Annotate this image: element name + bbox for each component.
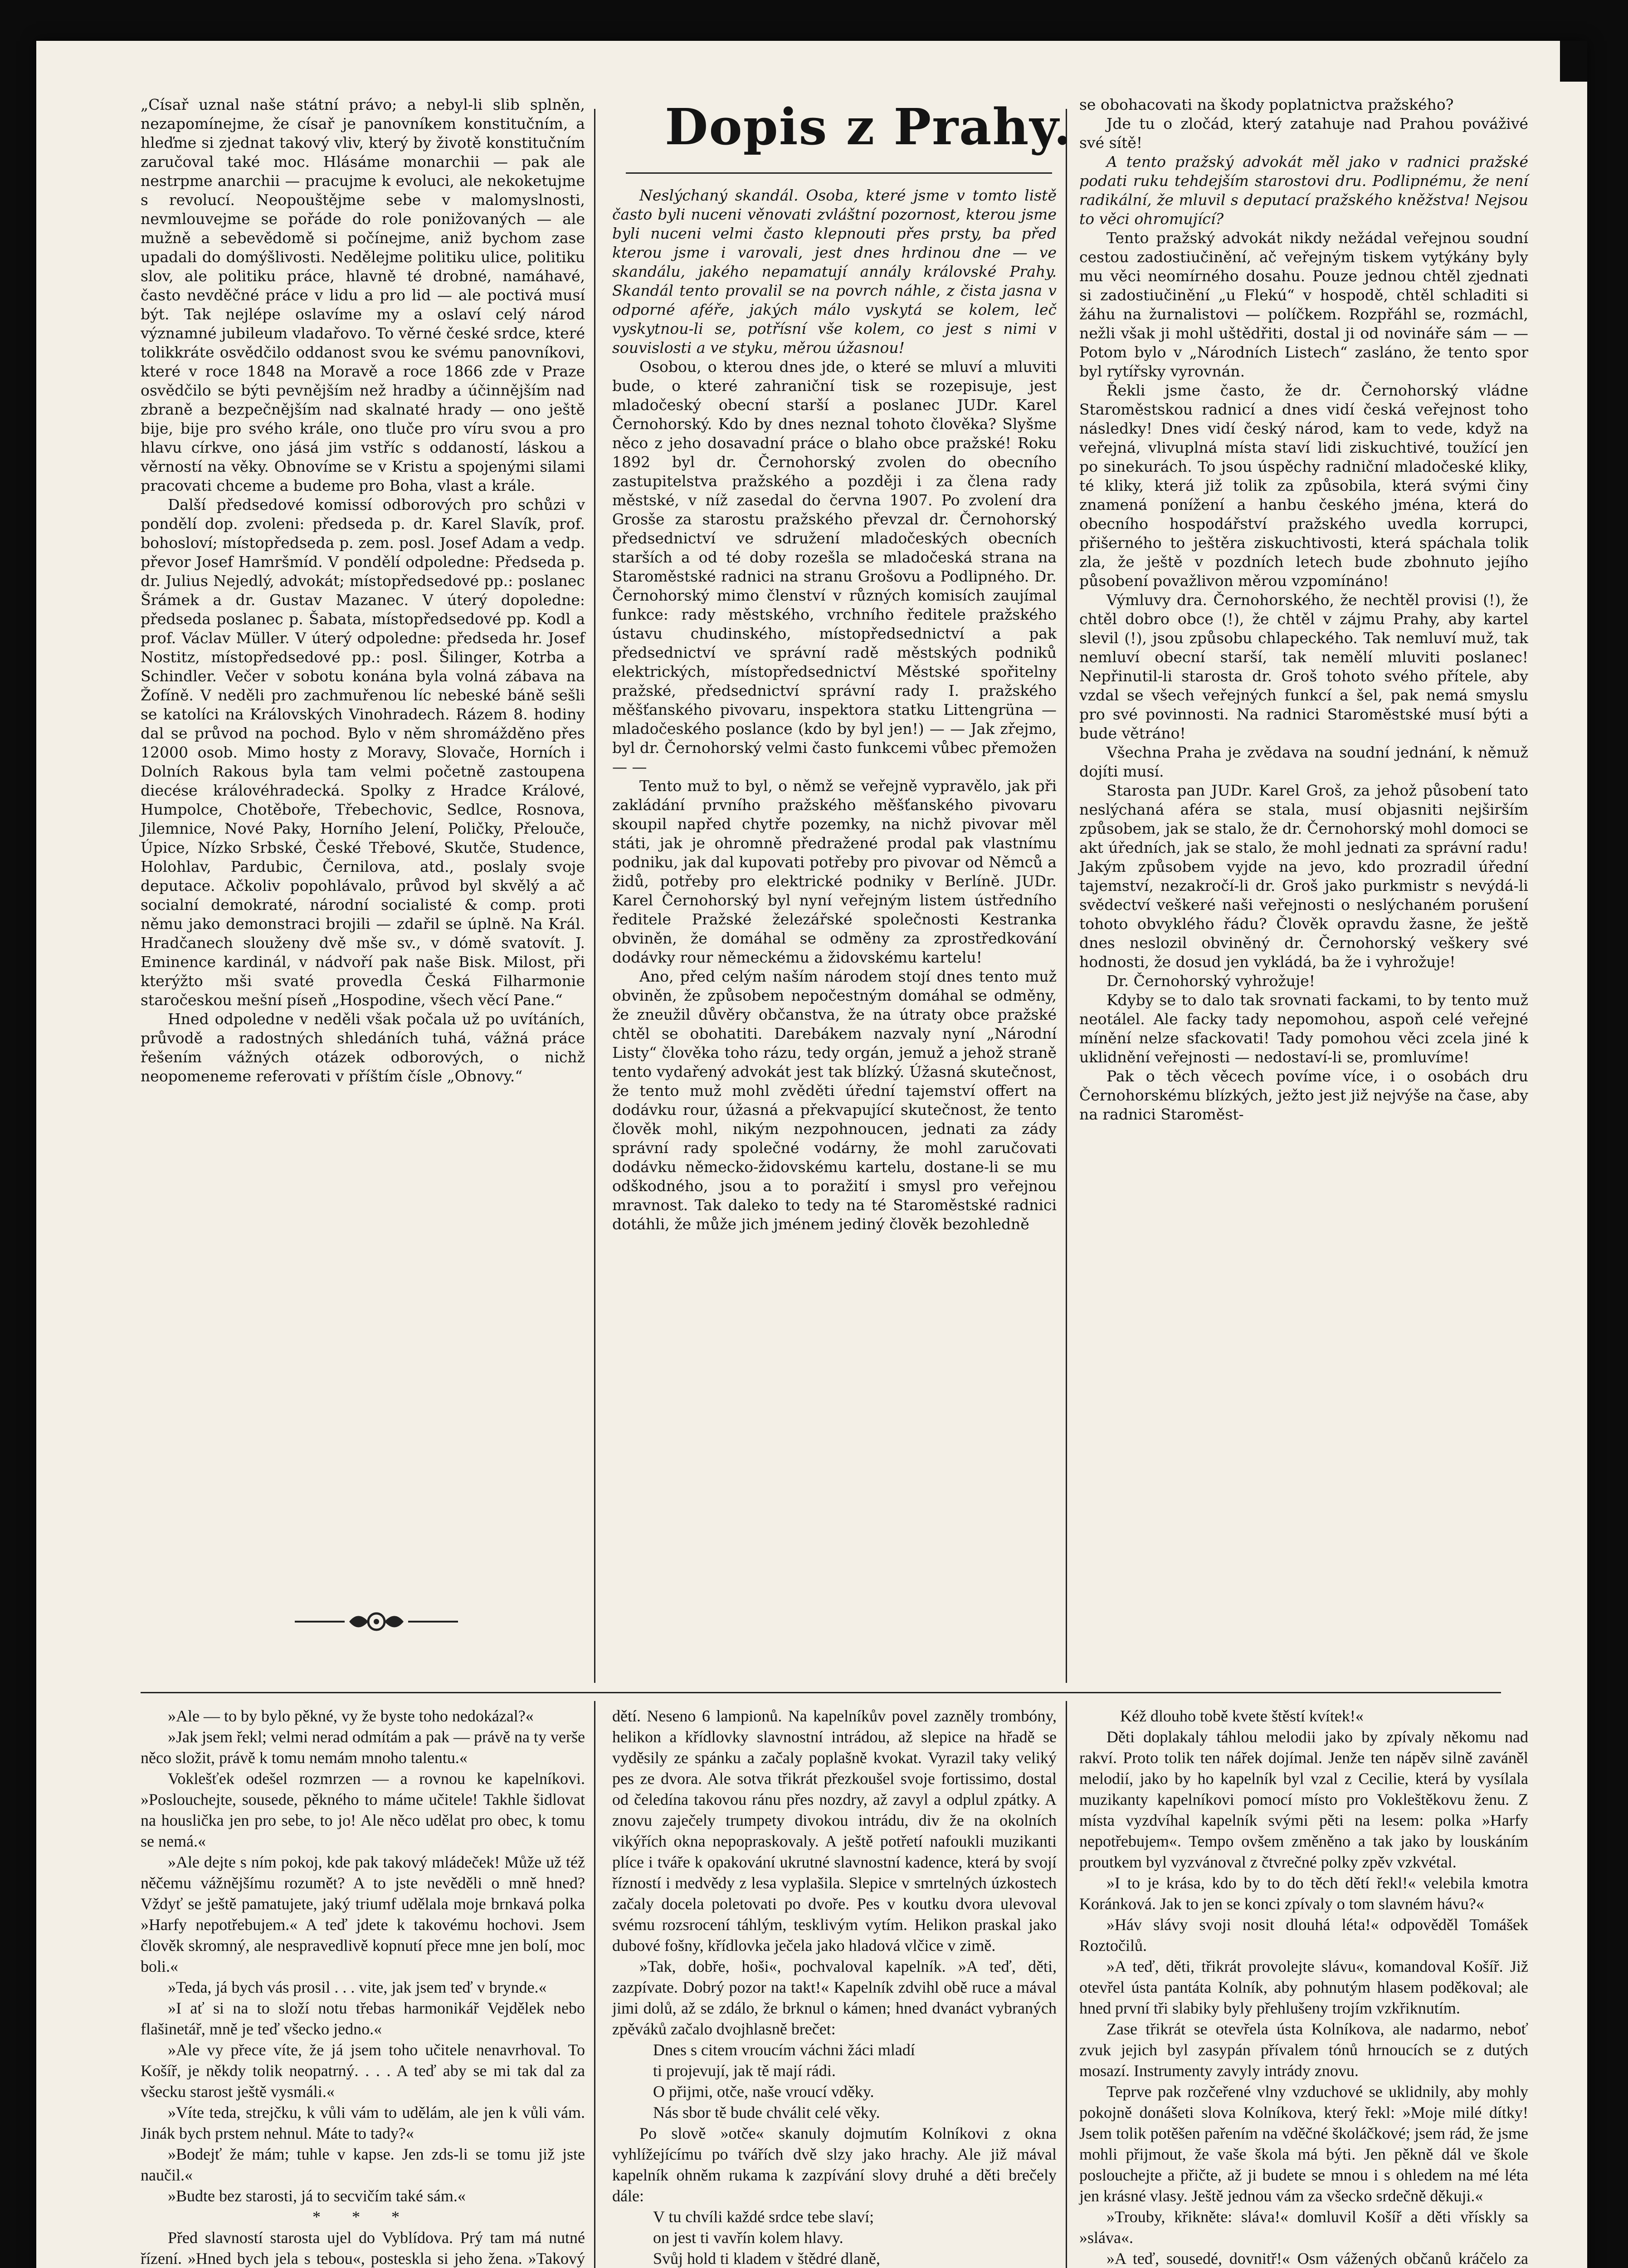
- paragraph: Před slavností starosta ujel do Vyblídova. Prý tam má nutné řízení. »Hned bych jela s tebou«, posteskla si jeho žena. »Takový: [141, 2229, 585, 2268]
- paragraph: »Ale dejte s ním pokoj, kde pak takový mládeček! Může už též něčemu vážnějšímu rozumět? A to jste nevěděli o mně hned? Vždyť se ještě pamatujete, jaký triumf udělala moje brnkavá polka »Harfy nepotřebujem.« A teď jdete k takovému hochovi. Jsem člověk skromný, ale nespravedlivě kopnutí přece mne jen bolí, moc boli.«: [141, 1853, 585, 1975]
- paragraph: Tento muž to byl, o němž se veřejně vypravělo, jak při zakládání prvního pražského měšťanského pivovaru skoupil napřed chytře pozemky, na nichž pivovar měl státi, jak je ohromně předražené prodal pak vlastnímu podniku, jak dal kupovati potřeby pro pivovar od Němců a židů, potřeby pro elektrické podniky v Berlíně. JUDr. Karel Černohorský byl nyní veřejným listem ústředního ředitele Pražské železářské společnosti Kestranka obviněn, že domáhal se odměny za zprostředkování dodávky rour německému a židovskému kartelu!: [612, 777, 1057, 966]
- verse-line: Svůj hold ti kladem v štědré dlaně,: [653, 2249, 880, 2268]
- paragraph: dětí. Neseno 6 lampionů. Na kapelníkův povel zazněly trombóny, helikon a křídlovky slavnostní intrádou, až slepice na hřadě se vyděsily ze spánku a začaly poplašně kvokat. Vyrazil taky veliký pes ze dvora. Ale sotva třikrát přezkoušel svoje fortissimo, dostal od čeledína takovou ránu přes nozdry, až zavyl a odplul zpátky. A znovu zaječely trumpety divokou intrádu, div že na okolních vikýřích okna nepopraskovaly. A ještě potřetí nafoukli muzikanti plíce i tváře k opakování ukrutné slavnostní kadence, která by svojí řízností i medvědy z lesa vyplašila. Slepice v smrtelných úzkostech začaly docela poletovati po dvoře. Pes v koutku dvora ulevoval svému rozsrocení táhlým, tesklivým vytím. Helikon praskal jako dubové fošny, křídlovka ječela jako hladová vlčice v zimě.: [612, 1707, 1057, 1955]
- paragraph: »Jak jsem řekl; velmi nerad odmítám a pak — právě na ty verše něco složit, právě k tomu nemám mnoho talentu.«: [141, 1728, 585, 1767]
- newspaper-page: [36, 41, 1587, 2268]
- column-rule: [594, 109, 595, 1683]
- paragraph: »Trouby, křikněte: sláva!« domluvil Košíř a děti vřískly sa »sláva«.: [1079, 2208, 1528, 2247]
- paragraph: »I to je krása, kdo by to do těch dětí řekl!« velebila kmotra Koránková. Jak to jen se konci zpívaly o tom slavném hávu?«: [1079, 1874, 1528, 1913]
- paragraph: Starosta pan JUDr. Karel Groš, za jehož působení tato neslýchaná aféra se stala, musí objasniti nejširším způsobem, jak se stalo, že dr. Černohorský mohl domoci se akt úředních, jak se stalo, že mohl jednati za správní radu! Jakým způsobem vyjde na jevo, kdo prozradil úřední tajemství, nezakročí-li dr. Groš jako purkmistr s nevýdá-li svědectví veškeré naši veřejnosti o neslýchaném porušení tohoto obvyklého řádu? Člověk opravdu žasne, že ještě dnes neslozil obviněný dr. Černohorský veškery své hodnosti, že dosud jen vykládá, ba že i vyhrožuje!: [1079, 782, 1528, 971]
- paragraph: Osobou, o kterou dnes jde, o které se mluví a mluviti bude, o které zahraniční tisk se rozepisuje, jest mladočeský obecní starší a poslanec JUDr. Karel Černohorský. Kdo by dnes neznal tohoto člověka? Slyšme něco z jeho dosavadní práce o blaho obce pražské! Roku 1892 byl dr. Černohorský zvolen do obecního zastupitelstva pražského a později i za člena rady městské, v níž zasedal do června 1907. Po zvolení dra Grosše za starostu pražského převzal dr. Černohorský předsednictví ve sdružení mladočeských obecních starších a od té doby rozešla se mladočeská strana na Staroměstské radnici na stranu Grošovu a Podlipného. Dr. Černohorský mimo členství v různých komisích zaujímal funkce: rady městského, vrchního ředitele pražského ústavu chudinského, místopředsednictví a pak předsednictví ve správní radě městských podniků elektrických, místopředsednictví Městské spořitelny pražské, předsednictví správní rady I. pražského měšťanského pivovaru, inspektora statku Littengrüna — mladočeského poslance (kdo by byl jen!) — — Jak zřejmo, byl dr. Černohorský velmi často funkcemi vůbec přemožen — —: [612, 358, 1057, 776]
- paragraph: »Bodejť že mám; tuhle v kapse. Jen zds-li se tomu již jste naučil.«: [141, 2145, 585, 2184]
- serial-column-1: [141, 1706, 585, 2268]
- paragraph: Neslýchaný skandál. Osoba, které jsme v tomto listě často byli nuceni věnovati zvláštní pozornost, kterou jsme byli nuceni velmi často klepnouti přes prsty, ba před kterou jsme i varovali, jest dnes hrdinou dne — ve skandálu, jakého nepamatují annály královské Prahy. Skandál tento provalil se na povrch náhle, z čista jasna v odporné aféře, jakých málo vyskytá se kolem, leč vyskytnou-li se, potřísní vše kolem, co jest s nimi v souvislosti a ve styku, měrou úžasnou!: [612, 186, 1057, 357]
- paragraph: Teprve pak rozčeřené vlny vzduchové se uklidnily, aby mohly pokojně donášeti slova Kolníkova, který řekl: »Moje milé dítky! Jsem tolik potěšen pařením na vděčné školáčkové; jsem rád, že jsme mohli přijmout, že vaše škola má býti. Jen pěkně dál ve škole poslouchejte a přičte, až ji budete se mnou i s ohledem na mé léta jen krásné vlasy. Ještě jednou vám za všecko srdečně děkuji.«: [1079, 2082, 1528, 2205]
- verse-line: ti projevují, jak tě mají rádi.: [653, 2062, 836, 2080]
- paragraph: »A teď, sousedé, dovnitř!« Osm vážených občanů kráčelo za: [1106, 2249, 1528, 2268]
- paragraph: »A teď, děti, třikrát provolejte slávu«, komandoval Košíř. Již otevřel ústa pantáta Kolník, aby pohnutým hlasem poděkoval; ale hned první tři slabiky byly přehlušeny trojím vzkřiknutím.: [1079, 1957, 1528, 2017]
- paragraph: Voklešťek odešel rozmrzen — a rovnou ke kapelníkovi. »Poslouchejte, sousede, pěkného to máme učitele! Takhle šidlovat na houslička jen pro sebe, to jo! Ale něco udělat pro obec, k tomu se nemá.«: [141, 1769, 585, 1850]
- column-2: [612, 186, 1057, 1234]
- paragraph: »Háv slávy svoji nosit dlouhá léta!« odpověděl Tomášek Roztočilů.: [1079, 1916, 1528, 1955]
- scan-edge-top: [1560, 41, 1587, 82]
- paragraph: Hned odpoledne v neděli však počala už po uvítáních, průvodě a radostných shledáních tuhá, vážná práce řešením vážných otázek odborových, o nichž neopomeneme referovati v příštím čísle „Obnovy.“: [141, 1010, 585, 1085]
- column-rule: [1066, 109, 1067, 1683]
- paragraph: Všechna Praha je zvědava na soudní jednání, k němuž dojíti musí.: [1079, 743, 1528, 780]
- paragraph: Tento pražský advokát nikdy nežádal veřejnou soudní cestou zadostiučinění, ač veřejným tiskem vytýkány byly mu věci neomírného dosahu. Pouze jednou chtěl zjednati si zadostiučinění „u Flekú“ v hospodě, chtěl schladiti si žáhu na žurnalistovi — políčkem. Rozpřáhl se, rozmáchl, nežli však ji mohl uštědřiti, dostal ji od novináře sám — — Potom bylo v „Národních Listech“ zasláno, že tento spor byl rytířsky vyrovnán.: [1079, 229, 1528, 380]
- paragraph: »Ale — to by bylo pěkné, vy že byste toho nedokázal?«: [168, 1707, 534, 1725]
- paragraph: A tento pražský advokát měl jako v radnici pražské podati ruku tehdejším starostovi dru. Podlipnému, že není radikální, že mluvil s deputací pražského kněžstva! Nejsou to věci ohromující?: [1079, 153, 1528, 228]
- ornament-divider-icon: [290, 1606, 463, 1637]
- paragraph: Pak o těch věcech povíme více, i o osobách dru Černohorskému blízkých, ježto jest již nejvýše na čase, aby na radnici Staroměst-: [1079, 1067, 1528, 1123]
- page-title: Dopis z Prahy.: [665, 98, 1072, 156]
- paragraph: Po slově »otče« skanuly dojmutím Kolníkovi z okna vyhlížejícímu po tvářích dvě slzy jako hrachy. Ale již mával kapelník ohněm rukama k zazpívání slovy druhé a děti brečely dále:: [612, 2124, 1057, 2205]
- verse-line: Dnes s citem vroucím váchni žáci mladí: [653, 2041, 915, 2059]
- serial-divider: [141, 1692, 1501, 1693]
- title-underline: [626, 172, 1052, 174]
- verse-line: V tu chvíli každé srdce tebe slaví;: [653, 2208, 874, 2226]
- paragraph: Výmluvy dra. Černohorského, že nechtěl provisi (!), že chtěl dobro obce (!), že chtěl v zájmu Prahy, aby kartel slevil (!), jsou způsobu chlapeckého. Tak nemluví muž, tak nemluví obecní starší, tak nemělí mluviti poslanec! Nepřinutil-li starosta dr. Groš tohoto svého přítele, aby vzdal se všech veřejných funkcí a šel, pak nemá smyslu pro své povinnosti. Na radnici Staroměstské musí býti a bude větráno!: [1079, 591, 1528, 742]
- paragraph: se obohacovati na škody poplatnictva pražského?: [1079, 96, 1454, 113]
- paragraph: „Císař uznal naše státní právo; a nebyl-li slib splněn, nezapomínejme, že císař je panovníkem konstitučním, a hleďme si zjednat takový vliv, který by životě konstitučním zaručoval také moc. Hlásáme monarchii — pak ale nestrpme anarchii — pracujme k evoluci, ale nekoketujme s revolucí. Neopouštějme sebe v malomyslnosti, nevmlouvejme se pořáde do role ponižovaných — ale mužně a sebevědomě si počínejme, aniž bychom zase upadali do domýšlivosti. Nedělejme politiku ulice, politiku slov, ale politiku práce, hlavně té drobné, namáhavé, často nevděčné práce v lidu a pro lid — ale poctivá musí být. Tak nejlépe oslavíme my a oslaví celý národ významné jubileum vladařovo. To věrné české srdce, které tolikkráte osvědčilo oddanost svou ke svému panovníkovi, které v roce 1848 na Moravě a roce 1866 zde v Praze osvědčilo se býti pevnějším než hradby a účinnějším nad zbraně a bezpečnějším nad skalnaté hrady — ono ještě bije, bije pro svého krále, ono tluče pro víru svou a pro hlavu církve, ono jásá jim vstříc s oddaností, láskou a věrností na věky. Obnovíme se v Kristu a spojenými silami pracovati chceme a budeme pro Boha, vlast a krále.: [141, 96, 585, 494]
- column-rule: [594, 1701, 595, 2268]
- paragraph: »I ať si na to složí notu třebas harmonikář Vejdělek nebo flašinetář, mně je teď všecko jedno.«: [141, 1999, 585, 2038]
- paragraph: Dr. Černohorský vyhrožuje!: [1106, 972, 1316, 990]
- paragraph: »Teda, já bych vás prosil . . . vite, jak jsem teď v brynde.«: [168, 1978, 547, 1996]
- column-1: [141, 95, 585, 1086]
- paragraph: »Víte teda, strejčku, k vůli vám to udělám, ale jen k vůli vám. Jinák bych prstem nehnul. Máte to tady?«: [141, 2103, 585, 2142]
- paragraph: Jde tu o zločád, který zatahuje nad Prahou pováživé své sítě!: [1079, 115, 1528, 152]
- verse-line: on jest ti vavřín kolem hlavy.: [653, 2229, 843, 2247]
- serial-column-2: [612, 1706, 1057, 2268]
- paragraph: Zase třikrát se otevřela ústa Kolníkova, ale nadarmo, neboť zvuk jejich byl zasypán přívalem tónů hrnoucích se z dutých mosazí. Instrumenty zavyly intrády znovu.: [1079, 2020, 1528, 2080]
- paragraph: Další předsedové komissí odborových pro schůzi v pondělí dop. zvoleni: předseda p. dr. Karel Slavík, prof. bohosloví; místopředseda p. zem. posl. Josef Adam a vedp. převor Josef Hamršmíd. V pondělí odpoledne: Předseda p. dr. Julius Nejedlý, advokát; místopředsedové pp.: poslanec Šrámek a dr. Gustav Mazanec. V úterý dopoledne: předseda poslanec p. Šabata, místopředsedové pp. Kodl a prof. Václav Müller. V úterý odpoledne: předseda hr. Josef Nostitz, místopředsedové pp.: posl. Šilinger, Kotrba a Schindler. Večer v sobotu konána byla volná zábava na Žofíně. V neděli pro zachmuřenou líc nebeské báně sešli se katolíci na Královských Vinohradech. Rázem 8. hodiny dal se průvod na pochod. Bylo v něm shromážděno přes 12000 osob. Mimo hosty z Moravy, Slovače, Horních i Dolních Rakous byla tam velmi početně zastoupena diecése královéhradecká. Spolky z Hradce Králové, Humpolce, Chotěboře, Třebechovic, Sedlce, Rosnova, Jilemnice, Nové Paky, Horního Jelení, Poličky, Přelouče, Úpice, Nízko Srbské, České Třebové, Skutče, Studence, Holohlav, Pardubic, Černilova, atd., poslaly svoje deputace. Ačkoliv popohlávalo, průvod byl skvělý a ač socialní demokraté, národní socialisté & comp. proti němu jako demonstraci brojili — zdařil se úplně. Na Král. Hradčanech slouženy dvě mše sv., v dómě svatovít. J. Eminence kardinál, v nádvoří pak naše Bisk. Milost, při kterýžto mši svaté provedla Česká Filharmonie staročeskou mešní píseň „Hospodine, všech věcí Pane.“: [141, 496, 585, 1009]
- column-3: [1079, 95, 1528, 1124]
- paragraph: Řekli jsme často, že dr. Černohorský vládne Staroměstskou radnicí a dnes vidí česká veřejnost toho následky! Dnes vidí český národ, kam to vede, když na veřejná, vlivuplná místa staví lidi ziskuchtivé, toužící jen po sinekurách. To jsou úspěchy radniční mladočeské kliky, té kliky, která již tolik za způsobila, která svými činy znamená ponížení a hanbu českého jména, která do obecního hospodářství pražského uvedla korrupci, přišerného to ještěra ziskuchtivosti, která spáchala tolik zla, že ještě v pozdních letech bude zbohnuto jejího působení považlivon měrou vzpomínáno!: [1079, 381, 1528, 590]
- section-break: * * *: [312, 2208, 413, 2226]
- verse-line: Kéž dlouho tobě kvete štěstí kvítek!«: [1120, 1707, 1364, 1725]
- paragraph: Děti doplakaly táhlou melodii jako by zpívaly někomu nad rakví. Proto tolik ten nářek dojímal. Jenže ten nápěv silně zaváněl melodií, jako by ho kapelník byl vzal z Cecilie, která by vysílala muzikanty kapelníkovi pomocí místo pro Vokleštěkovu ženu. Z místa vyzdvíhal kapelník svými pěti na lesem: polka »Harfy nepotřebujem«. Tempo ovšem změněno a tak jako by louskáním proutkem byl vyzvánoval z čtvrečné polky zpěv vzkvétal.: [1079, 1728, 1528, 1871]
- verse-line: O přijmi, otče, naše vroucí vděky.: [653, 2082, 874, 2101]
- paragraph: »Ale vy přece víte, že já jsem toho učitele nenavrhoval. To Košíř, je někdy tolik neopatrný. . . . A teď aby se mi tak dal za všecku starost ještě vysmáli.«: [141, 2041, 585, 2101]
- paragraph: Kdyby se to dalo tak srovnati fackami, to by tento muž neotálel. Ale facky tady nepomohou, aspoň celé veřejné mínění nelze sfackovati! Tady pomohou věci zcela jiné k uklidnění veřejnosti — nedostaví-li se, promluvíme!: [1079, 991, 1528, 1066]
- paragraph: »Tak, dobře, hoši«, pochvaloval kapelník. »A teď, děti, zazpívate. Dobrý pozor na takt!« Kapelník zdvihl obě ruce a mával jimi dolů, až se zdálo, že brknul o kámen; hned dvanáct vybraných zpěváků začalo dvojhlasně brečet:: [612, 1957, 1057, 2038]
- paragraph: Ano, před celým naším národem stojí dnes tento muž obviněn, že způsobem nepočestným domáhal se odměny, že zneužil důvěry občanstva, že na útraty obce pražské chtěl se obohatiti. Darebákem nazvaly nyní „Národní Listy“ člověka toho rázu, tedy orgán, jemuž a jehož straně tento vydařený advokát jest tak blízký. Úžasná skutečnost, že tento muž mohl zvěděti úřední tajemství offert na dodávku rour, úžasná a překvapující skutečnost, že tento člověk mohl, nikým nezpohnoucen, jednati za zády správní rady společné vodárny, že mohl zaručovati dodávku německo-židovskému kartelu, dostane-li se mu odškodného, jsou a to poražití i smysl pro veřejnou mravnost. Tak daleko to tedy na té Staroměstské radnici dotáhli, že může jich jménem jediný člověk bezohledně: [612, 968, 1057, 1233]
- column-rule: [1066, 1701, 1067, 2268]
- verse-line: Nás sbor tě bude chválit celé věky.: [653, 2103, 880, 2121]
- paragraph: »Budte bez starosti, já to secvičím také sám.«: [168, 2187, 466, 2205]
- serial-column-3: [1079, 1706, 1528, 2268]
